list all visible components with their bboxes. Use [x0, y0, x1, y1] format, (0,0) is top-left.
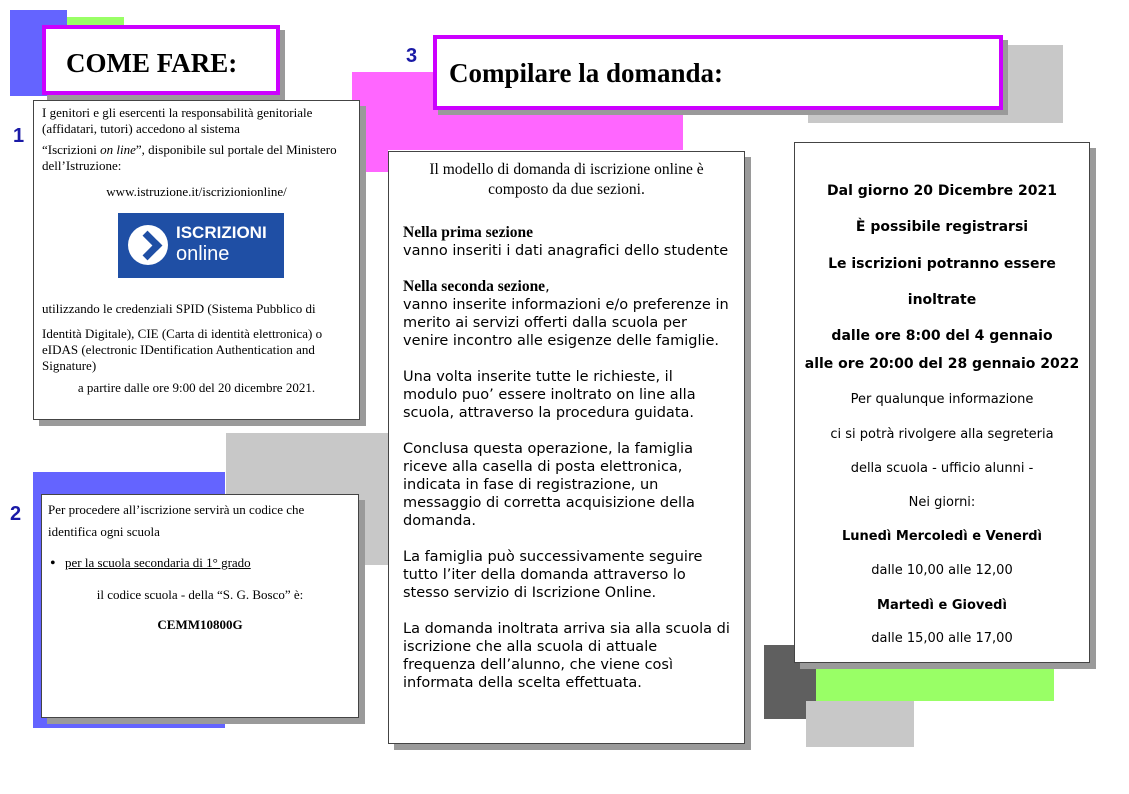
step3-number: 3	[406, 45, 418, 67]
come-fare-title-box	[42, 25, 280, 95]
step1-number: 1	[13, 125, 25, 147]
days-group-1: Lunedì Mercoledì e Venerdì	[841, 529, 1042, 544]
paragraph-tracking: La famiglia può successivamente seguire tutto l’iter della domanda attraverso lo stesso servizio di Iscrizione Online.	[403, 549, 703, 601]
step1-box	[33, 100, 360, 420]
step1-credentials-1: utilizzando le credenziali SPID (Sistema Pubblico di	[42, 301, 316, 316]
step1-system-post: ”, disponibile sul portale del Ministero dell’Istruzione:	[42, 142, 337, 173]
school-code: CEMM10800G	[157, 617, 243, 632]
registration-possible: È possibile registrarsi	[855, 219, 1029, 235]
logo-text-top: ISCRIZIONI	[176, 223, 267, 242]
green-deco-block-bottom	[816, 660, 1054, 701]
registration-start: Dal giorno 20 Dicembre 2021	[827, 183, 1057, 199]
come-fare-title: COME FARE:	[66, 48, 238, 78]
info-line-1: Per qualunque informazione	[850, 392, 1034, 407]
step2-box	[41, 494, 359, 718]
enrolment-to: alle ore 20:00 del 28 gennaio 2022	[804, 356, 1080, 372]
enrolment-line-1: Le iscrizioni potranno essere	[828, 256, 1056, 272]
paragraph-delivery: La domanda inoltrata arriva sia alla scuola di iscrizione che alla scuola di attuale frequenza dell’alunno, che viene così informata della scelta effettuata.	[403, 621, 730, 691]
days-label: Nei giorni:	[908, 495, 976, 510]
enrolment-line-2: inoltrate	[907, 292, 977, 308]
middle-intro: Il modello di domanda di iscrizione online è composto da due sezioni.	[429, 161, 704, 198]
step2-intro: Per procedere all’iscrizione servirà un codice che identifica ogni scuola	[48, 502, 305, 539]
step1-system-pre: “Iscrizioni	[42, 142, 101, 157]
step1-intro: I genitori e gli esercenti la responsabilità genitoriale (affidatari, tutori) accedono al sistema	[42, 105, 313, 136]
hours-group-1: dalle 10,00 alle 12,00	[871, 563, 1013, 578]
section-2-text: vanno inserite informazioni e/o preferenze in merito ai servizi offerti dalla scuola per venire incontro alle esigenze delle famiglie.	[403, 297, 729, 349]
section-1-text: vanno inseriti i dati anagrafici dello studente	[403, 243, 729, 259]
bullet-icon: •	[50, 555, 56, 572]
iscrizioni-url[interactable]: www.istruzione.it/iscrizionionline/	[106, 184, 287, 199]
step1-system	[42, 142, 351, 174]
logo-circle-icon	[128, 225, 168, 265]
middle-box	[388, 151, 745, 744]
step1-system-em: on line	[100, 142, 136, 157]
paragraph-confirmation: Conclusa questa operazione, la famiglia riceve alla casella di posta elettronica, indicata in fase di registrazione, un messaggio di corretta acquisizione della domanda.	[403, 441, 695, 529]
logo-text-bottom: online	[176, 243, 230, 265]
step2-code-label: il codice scuola - della “S. G. Bosco” è:	[96, 587, 304, 602]
step3-title-box	[433, 35, 1003, 110]
info-line-2: ci si potrà rivolgere alla segreteria	[830, 427, 1054, 442]
gray-deco-block-bottom	[806, 701, 914, 747]
days-group-2: Martedì e Giovedì	[877, 598, 1007, 613]
hours-group-2: dalle 15,00 alle 17,00	[871, 631, 1013, 646]
step1-credentials-2: Identità Digitale), CIE (Carta di identità elettronica) o eIDAS (electronic IDentification Authentication and Signature)	[42, 326, 323, 373]
step1-start-time: a partire dalle ore 9:00 del 20 dicembre 2021.	[77, 380, 316, 395]
paragraph-submit: Una volta inserite tutte le richieste, il modulo puo’ essere inoltrato on line alla scuola, attraverso la procedura guidata.	[403, 369, 696, 421]
info-line-3: della scuola - ufficio alunni -	[850, 461, 1034, 476]
enrolment-from: dalle ore 8:00 del 4 gennaio	[831, 328, 1053, 344]
right-box	[794, 142, 1090, 663]
section-2: Nella seconda sezione, vanno inserite informazioni e/o preferenze in merito ai servizi offerti dalla scuola per venire incontro alle esigenze delle famiglie.	[403, 278, 729, 349]
section-1-title: Nella prima sezione	[403, 224, 534, 241]
chevron-right-icon	[133, 231, 163, 261]
section-1	[403, 224, 730, 260]
step2-number: 2	[10, 503, 22, 525]
step3-title: Compilare la domanda:	[449, 58, 724, 88]
step2-bullet: per la scuola secondaria di 1° grado	[65, 555, 251, 570]
iscrizioni-online-logo	[118, 213, 284, 278]
section-2-title: Nella seconda sezione	[403, 278, 546, 295]
